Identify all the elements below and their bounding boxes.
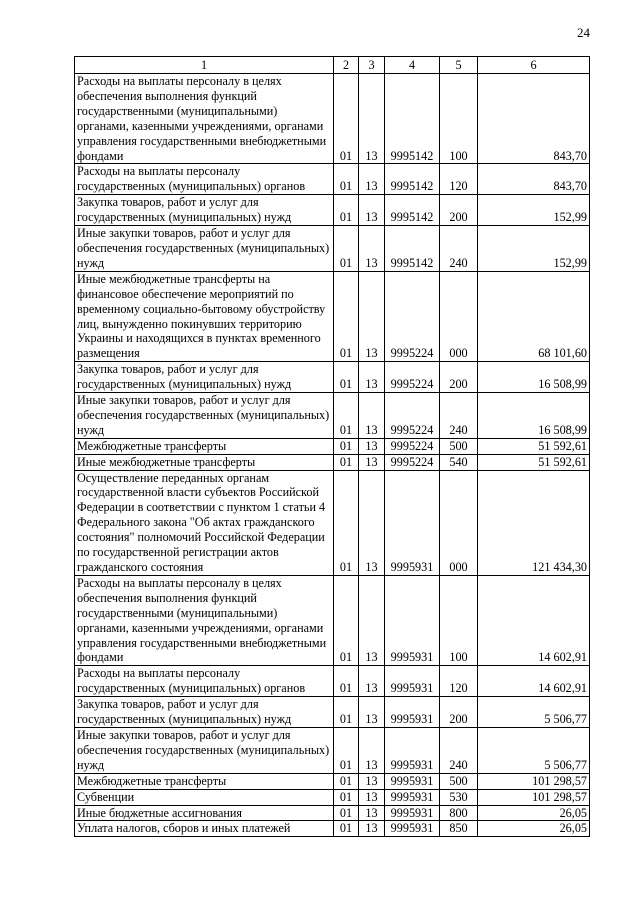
table-row <box>75 393 590 439</box>
expense-type-code: 240 <box>440 727 478 773</box>
target-article-code: 9995931 <box>385 666 440 697</box>
section-code: 01 <box>334 393 359 439</box>
target-article-code: 9995931 <box>385 789 440 805</box>
amount: 26,05 <box>478 821 590 837</box>
table-row <box>75 164 590 195</box>
section-code: 01 <box>334 773 359 789</box>
section-code: 01 <box>334 454 359 470</box>
section-code: 01 <box>334 821 359 837</box>
target-article-code: 9995142 <box>385 195 440 226</box>
subsection-code: 13 <box>359 666 385 697</box>
amount: 5 506,77 <box>478 697 590 728</box>
subsection-code: 13 <box>359 789 385 805</box>
table-row <box>75 195 590 226</box>
section-code: 01 <box>334 362 359 393</box>
subsection-code: 13 <box>359 805 385 821</box>
expense-type-code: 240 <box>440 226 478 272</box>
subsection-code: 13 <box>359 773 385 789</box>
target-article-code: 9995224 <box>385 362 440 393</box>
table-row <box>75 74 590 164</box>
expense-type-code: 100 <box>440 575 478 665</box>
amount: 16 508,99 <box>478 393 590 439</box>
header-col-5: 5 <box>440 57 478 74</box>
expense-type-code: 500 <box>440 773 478 789</box>
target-article-code: 9995931 <box>385 727 440 773</box>
subsection-code: 13 <box>359 362 385 393</box>
section-code: 01 <box>334 697 359 728</box>
subsection-code: 13 <box>359 195 385 226</box>
section-code: 01 <box>334 727 359 773</box>
amount: 152,99 <box>478 195 590 226</box>
amount: 14 602,91 <box>478 575 590 665</box>
expense-type-code: 850 <box>440 821 478 837</box>
amount: 101 298,57 <box>478 789 590 805</box>
target-article-code: 9995931 <box>385 821 440 837</box>
target-article-code: 9995142 <box>385 226 440 272</box>
table-row <box>75 226 590 272</box>
subsection-code: 13 <box>359 438 385 454</box>
target-article-code: 9995142 <box>385 164 440 195</box>
amount: 101 298,57 <box>478 773 590 789</box>
amount: 14 602,91 <box>478 666 590 697</box>
item-name: Закупка товаров, работ и услуг для государственных (муниципальных) нужд <box>75 362 334 393</box>
amount: 843,70 <box>478 74 590 164</box>
target-article-code: 9995931 <box>385 805 440 821</box>
amount: 152,99 <box>478 226 590 272</box>
section-code: 01 <box>334 805 359 821</box>
amount: 26,05 <box>478 805 590 821</box>
section-code: 01 <box>334 438 359 454</box>
target-article-code: 9995931 <box>385 470 440 575</box>
item-name: Иные межбюджетные трансферты <box>75 454 334 470</box>
budget-table <box>74 56 590 837</box>
table-row <box>75 362 590 393</box>
amount: 121 434,30 <box>478 470 590 575</box>
expense-type-code: 240 <box>440 393 478 439</box>
expense-type-code: 200 <box>440 697 478 728</box>
expense-type-code: 500 <box>440 438 478 454</box>
section-code: 01 <box>334 195 359 226</box>
subsection-code: 13 <box>359 271 385 361</box>
table-row <box>75 821 590 837</box>
subsection-code: 13 <box>359 454 385 470</box>
table-row <box>75 438 590 454</box>
item-name: Иные межбюджетные трансферты на финансовое обеспечение мероприятий по временному социально-бытовому обустройству лиц, вынужденно покинувших территорию Украины и находящихся в пунктах временного размещения <box>75 271 334 361</box>
item-name: Межбюджетные трансферты <box>75 438 334 454</box>
item-name: Уплата налогов, сборов и иных платежей <box>75 821 334 837</box>
item-name: Расходы на выплаты персоналу в целях обеспечения выполнения функций государственными (муниципальными) органами, казенными учреждениями, органами управления государственными внебюджетными фондами <box>75 74 334 164</box>
subsection-code: 13 <box>359 164 385 195</box>
target-article-code: 9995931 <box>385 575 440 665</box>
item-name: Иные закупки товаров, работ и услуг для обеспечения государственных (муниципальных) нужд <box>75 393 334 439</box>
item-name: Расходы на выплаты персоналу государственных (муниципальных) органов <box>75 666 334 697</box>
expense-type-code: 200 <box>440 195 478 226</box>
subsection-code: 13 <box>359 821 385 837</box>
amount: 5 506,77 <box>478 727 590 773</box>
item-name: Закупка товаров, работ и услуг для государственных (муниципальных) нужд <box>75 195 334 226</box>
item-name: Осуществление переданных органам государственной власти субъектов Российской Федерации в соответствии с пунктом 1 статьи 4 Федерального закона "Об актах гражданского состояния" полномочий Российской Федерации по государственной регистрации актов гражданского состояния <box>75 470 334 575</box>
amount: 843,70 <box>478 164 590 195</box>
expense-type-code: 000 <box>440 470 478 575</box>
header-col-6: 6 <box>478 57 590 74</box>
item-name: Иные бюджетные ассигнования <box>75 805 334 821</box>
subsection-code: 13 <box>359 226 385 272</box>
amount: 68 101,60 <box>478 271 590 361</box>
header-col-3: 3 <box>359 57 385 74</box>
item-name: Расходы на выплаты персоналу государственных (муниципальных) органов <box>75 164 334 195</box>
subsection-code: 13 <box>359 697 385 728</box>
item-name: Иные закупки товаров, работ и услуг для обеспечения государственных (муниципальных) нужд <box>75 226 334 272</box>
expense-type-code: 540 <box>440 454 478 470</box>
amount: 51 592,61 <box>478 438 590 454</box>
section-code: 01 <box>334 271 359 361</box>
table-row <box>75 454 590 470</box>
expense-type-code: 530 <box>440 789 478 805</box>
subsection-code: 13 <box>359 727 385 773</box>
section-code: 01 <box>334 666 359 697</box>
item-name: Субвенции <box>75 789 334 805</box>
item-name: Иные закупки товаров, работ и услуг для обеспечения государственных (муниципальных) нужд <box>75 727 334 773</box>
subsection-code: 13 <box>359 470 385 575</box>
subsection-code: 13 <box>359 74 385 164</box>
section-code: 01 <box>334 226 359 272</box>
section-code: 01 <box>334 164 359 195</box>
target-article-code: 9995224 <box>385 438 440 454</box>
target-article-code: 9995142 <box>385 74 440 164</box>
item-name: Межбюджетные трансферты <box>75 773 334 789</box>
amount: 51 592,61 <box>478 454 590 470</box>
expense-type-code: 120 <box>440 164 478 195</box>
table-body <box>75 74 590 837</box>
section-code: 01 <box>334 575 359 665</box>
amount: 16 508,99 <box>478 362 590 393</box>
subsection-code: 13 <box>359 575 385 665</box>
target-article-code: 9995931 <box>385 773 440 789</box>
table-row <box>75 697 590 728</box>
header-row <box>75 57 590 74</box>
table-row <box>75 727 590 773</box>
expense-type-code: 100 <box>440 74 478 164</box>
target-article-code: 9995224 <box>385 393 440 439</box>
header-col-1: 1 <box>75 57 334 74</box>
expense-type-code: 000 <box>440 271 478 361</box>
table-row <box>75 575 590 665</box>
page-number: 24 <box>577 25 590 40</box>
expense-type-code: 800 <box>440 805 478 821</box>
section-code: 01 <box>334 789 359 805</box>
table-row <box>75 805 590 821</box>
table-row <box>75 666 590 697</box>
item-name: Закупка товаров, работ и услуг для государственных (муниципальных) нужд <box>75 697 334 728</box>
header-col-4: 4 <box>385 57 440 74</box>
section-code: 01 <box>334 74 359 164</box>
target-article-code: 9995224 <box>385 271 440 361</box>
subsection-code: 13 <box>359 393 385 439</box>
expense-type-code: 120 <box>440 666 478 697</box>
table-row <box>75 773 590 789</box>
table-row <box>75 470 590 575</box>
target-article-code: 9995931 <box>385 697 440 728</box>
table-row <box>75 271 590 361</box>
table-row <box>75 789 590 805</box>
expense-type-code: 200 <box>440 362 478 393</box>
section-code: 01 <box>334 470 359 575</box>
item-name: Расходы на выплаты персоналу в целях обеспечения выполнения функций государственными (муниципальными) органами, казенными учреждениями, органами управления государственными внебюджетными фондами <box>75 575 334 665</box>
target-article-code: 9995224 <box>385 454 440 470</box>
header-col-2: 2 <box>334 57 359 74</box>
